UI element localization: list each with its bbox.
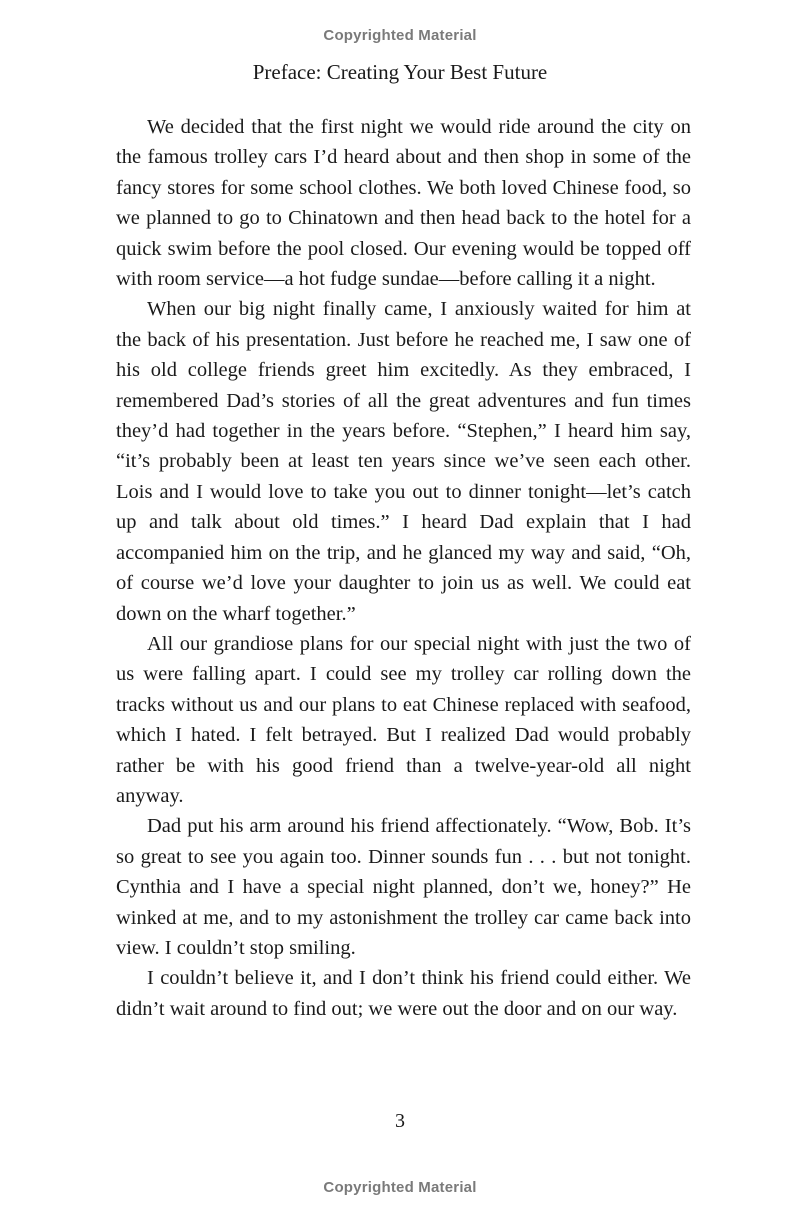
paragraph: When our big night finally came, I anxiously waited for him at the back of his presentation. Just before he reached me, I saw one of his old college friends greet him excitedly. As they embraced, I remembered Dad’s stories of all the great adventures and fun times they’d had together in the years before. “Stephen,” I heard him say, “it’s probably been at least ten years since we’ve seen each other. Lois and I would love to take you out to dinner tonight—let’s catch up and talk about old times.” I heard Dad explain that I had accompanied him on the trip, and he glanced my way and said, “Oh, of course we’d love your daughter to join us as well. We could eat down on the wharf together.” xyxy=(116,298,691,625)
running-head: Preface: Creating Your Best Future xyxy=(252,60,548,84)
copyright-watermark-top: Copyrighted Material xyxy=(323,27,477,44)
paragraph: We decided that the first night we would ride around the city on the famous trolley cars I’d heard about and then shop in some of the fancy stores for some school clothes. We both loved Chinese food, so we planned to go to Chinatown and then head back to the hotel for a quick swim before the pool closed. Our evening would be topped off with room service—a hot fudge sundae—before calling it a night. xyxy=(116,116,691,291)
page-number: 3 xyxy=(395,1110,405,1132)
paragraph: Dad put his arm around his friend affectionately. “Wow, Bob. It’s so great to see you again too. Dinner sounds fun . . . but not tonight. Cynthia and I have a special night planned, don’t we, honey?” He winked at me, and to my astonishment the trolley car came back into view. I couldn’t stop smiling. xyxy=(116,815,691,959)
paragraph: All our grandiose plans for our special night with just the two of us were falling apart. I could see my trolley car rolling down the tracks without us and our plans to eat Chinese replaced with seafood, which I hated. I felt betrayed. But I realized Dad would probably rather be with his good friend than a twelve-year-old all night anyway. xyxy=(116,632,691,807)
paragraph: I couldn’t believe it, and I don’t think his friend could either. We didn’t wait around to find out; we were out the door and on our way. xyxy=(116,967,691,1020)
copyright-watermark-bottom: Copyrighted Material xyxy=(323,1179,477,1196)
body-text xyxy=(116,112,691,1024)
